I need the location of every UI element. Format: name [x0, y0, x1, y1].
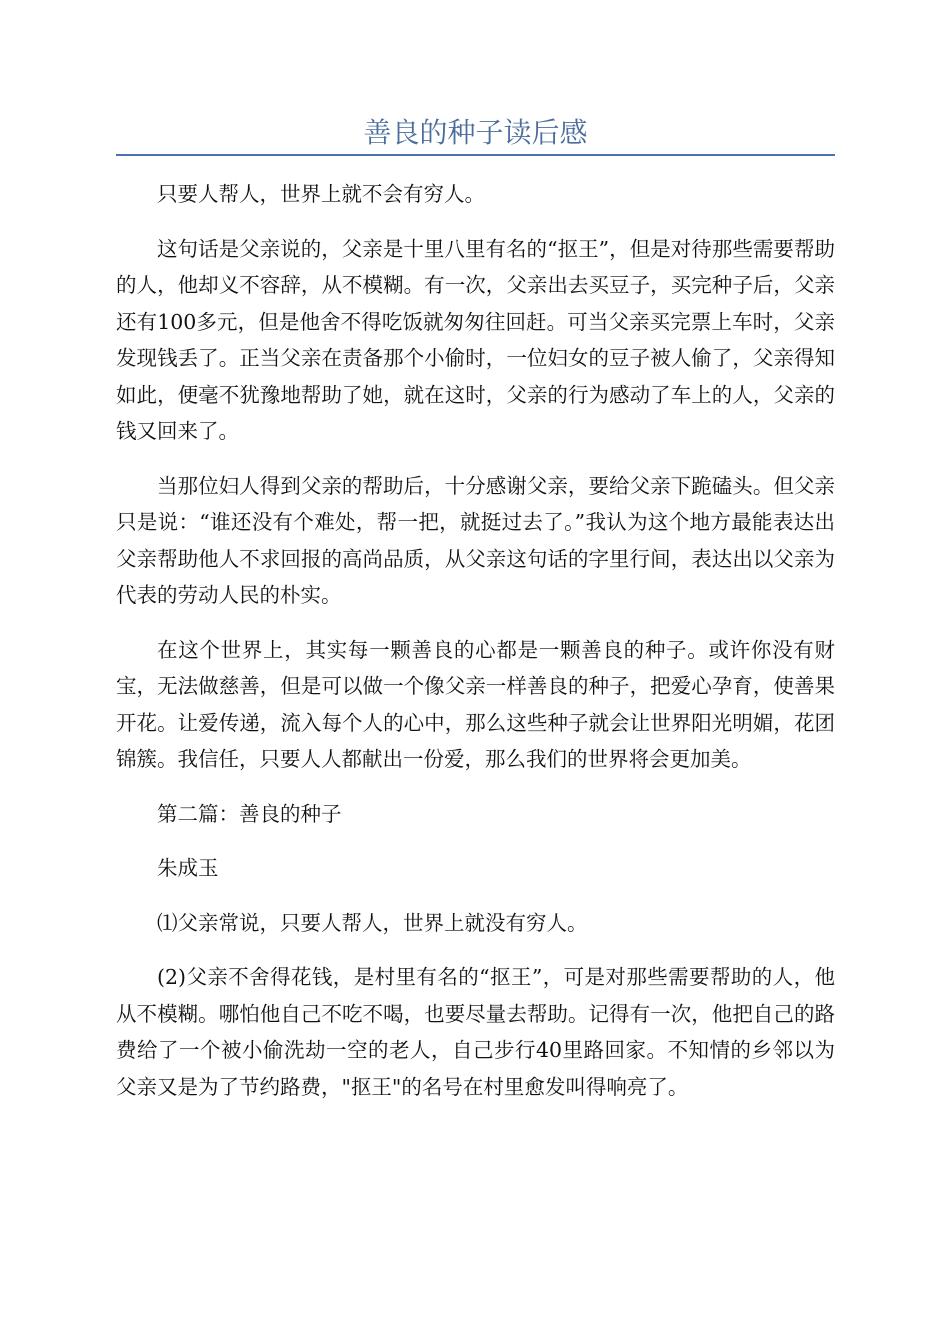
paragraph: 只要人帮人，世界上就不会有穷人。: [157, 182, 485, 206]
section-heading: 第二篇：善良的种子: [157, 801, 342, 826]
paragraph: 在这个世界上，其实每一颗善良的心都是一颗善良的种子。或许你没有财宝，无法做慈善，但是可以做一个像父亲一样善良的种子，把爱心孕育，使善果开花。让爱传递，流入每个人的心中，那么这些种子就会让世界阳光明媚，花团锦簇。我信任，只要人人都献出一份爱，那么我们的世界将会更加美。: [116, 637, 835, 771]
paragraph: 这句话是父亲说的，父亲是十里八里有名的“抠王”，但是对待那些需要帮助的人，他却义不容辞，从不模糊。有一次，父亲出去买豆子，买完种子后，父亲还有100多元，但是他舍不得吃饭就匆匆往回赶。可当父亲买完票上车时，父亲发现钱丢了。正当父亲在责备那个小偷时，一位妇女的豆子被人偷了，父亲得知如此，便毫不犹豫地帮助了她，就在这时，父亲的行为感动了车上的人，父亲的钱又回来了。: [116, 236, 835, 443]
paragraph: (2)父亲不舍得花钱，是村里有名的“抠王”，可是对那些需要帮助的人，他从不模糊。哪怕他自己不吃不喝，也要尽量去帮助。记得有一次，他把自己的路费给了一个被小偷洗劫一空的老人，自己步行40里路回家。不知情的乡邻以为父亲又是为了节约路费，"抠王"的名号在村里愈发叫得响亮了。: [116, 965, 835, 1099]
title-underline: [116, 154, 835, 156]
document-title: 善良的种子读后感: [363, 116, 588, 149]
document-body: [116, 176, 835, 1123]
paragraph: 当那位妇人得到父亲的帮助后，十分感谢父亲，要给父亲下跪磕头。但父亲只是说：“谁还没有个难处，帮一把，就挺过去了。”我认为这个地方最能表达出父亲帮助他人不求回报的高尚品质，从父亲这句话的字里行间，表达出以父亲为代表的劳动人民的朴实。: [116, 473, 835, 607]
paragraph: ⑴父亲常说，只要人帮人，世界上就没有穷人。: [157, 910, 588, 935]
author-name: 朱成玉: [157, 856, 219, 880]
